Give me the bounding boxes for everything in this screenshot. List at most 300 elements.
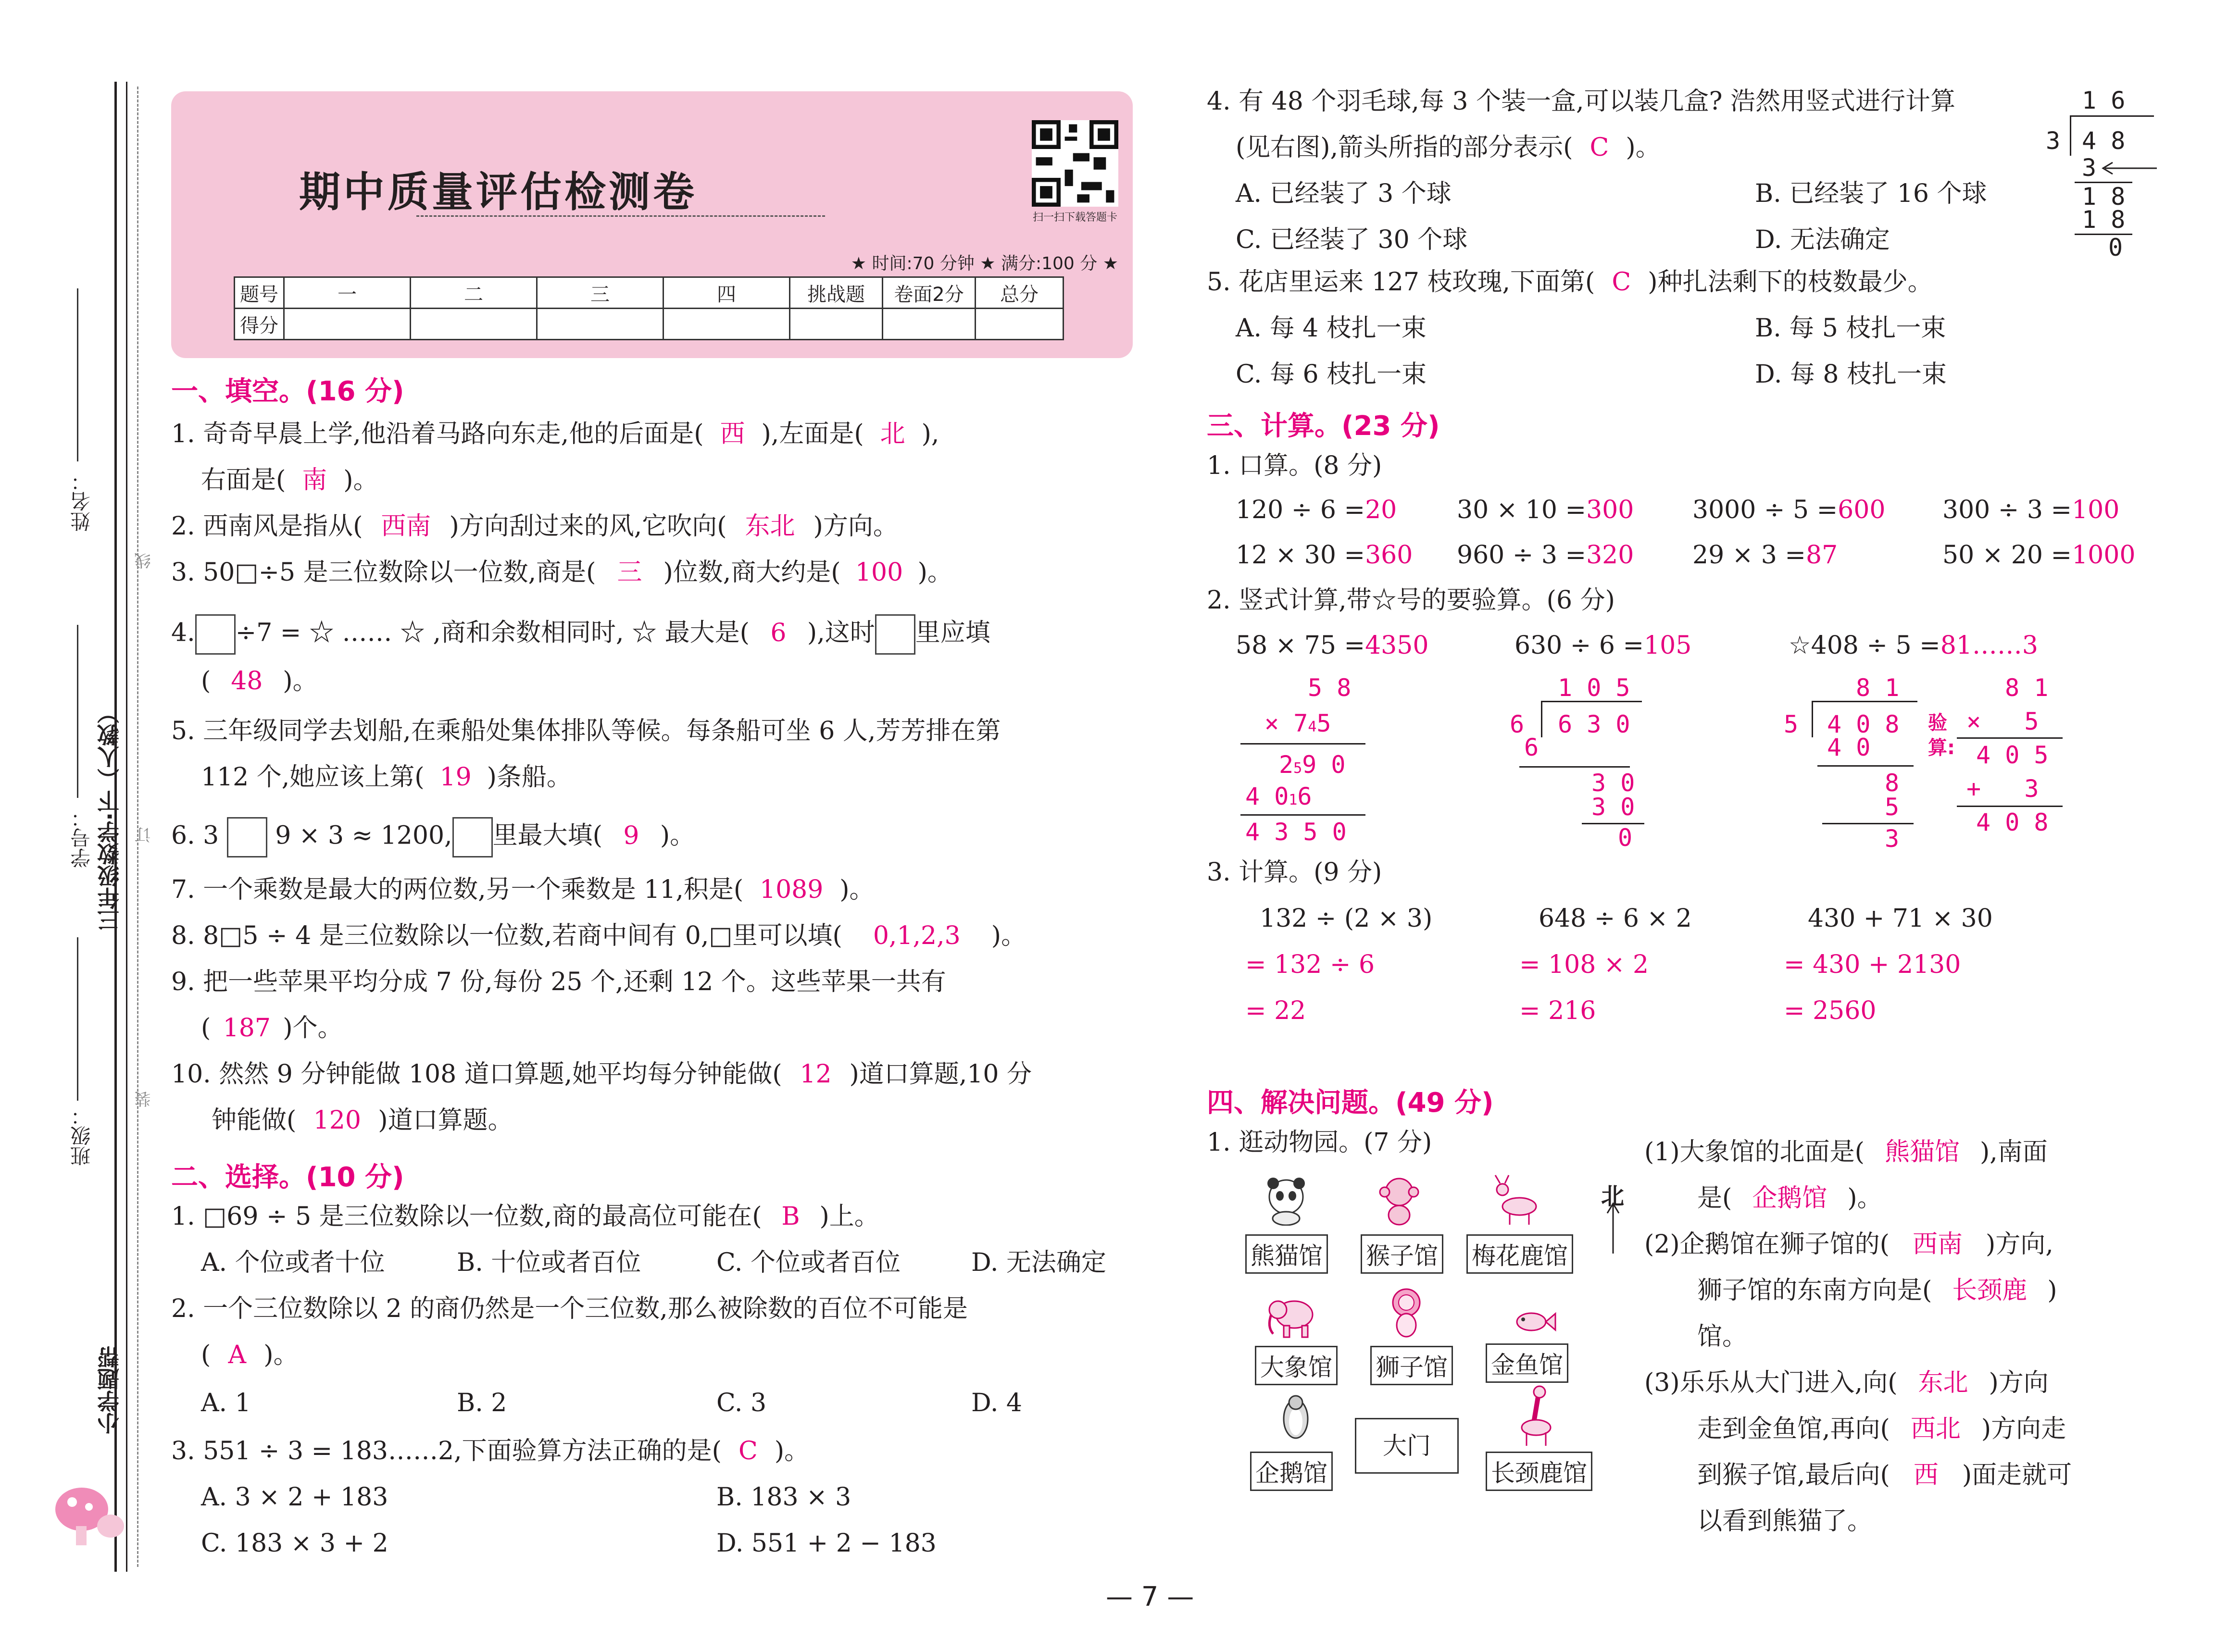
text: 4 0	[1245, 783, 1289, 810]
score-col: 挑战题	[790, 277, 883, 309]
text: 1. □69 ÷ 5 是三位数除以一位数,商的最高位可能在(	[171, 1202, 762, 1231]
text: )个。	[283, 1014, 343, 1043]
text: ),左面是(	[761, 420, 864, 448]
text: )。	[917, 558, 952, 587]
calc-3-step2: = 2560	[1784, 996, 1877, 1025]
text: (3)乐乐从大门进入,向(	[1644, 1368, 1898, 1397]
score-cell[interactable]	[883, 309, 976, 340]
text: 10. 然然 9 分钟能做 108 道口算题,她平均每分钟能做(	[171, 1060, 782, 1089]
s2-q5	[1207, 267, 1933, 297]
expr: 3000 ÷ 5 =	[1692, 496, 1838, 524]
answer: 48	[231, 667, 263, 696]
s2-q4-line2	[1236, 133, 1661, 162]
section-3-title: 三、计算。(23 分)	[1207, 410, 1440, 442]
s1-q5-line2	[201, 762, 572, 792]
division-bracket	[1812, 701, 1813, 737]
divisor: 6	[1510, 710, 1525, 738]
calc-2-step2: = 216	[1519, 996, 1596, 1025]
s2-q4-line1: 4. 有 48 个羽毛球,每 3 个装一盒,可以装几盒? 浩然用竖式进行计算	[1207, 87, 1955, 116]
text: )方向	[1989, 1368, 2049, 1397]
text: ),这时	[807, 618, 875, 647]
rule	[1817, 765, 1914, 767]
dividend: 6 3 0	[1558, 710, 1630, 738]
rule	[1957, 737, 2063, 739]
s3-sub1: 1. 口算。(8 分)	[1207, 451, 1382, 480]
s2-q2-line2	[201, 1340, 299, 1370]
s2-q1-opt-d: D. 无法确定	[971, 1248, 1106, 1277]
expr: 30 × 10 =	[1457, 496, 1587, 524]
rule	[2075, 234, 2132, 235]
rule	[1582, 823, 1644, 824]
s2-q2-opt-c: C. 3	[716, 1389, 767, 1417]
rule	[1240, 743, 1365, 745]
s2-q2-opt-a: A. 1	[201, 1389, 251, 1417]
expr: 300 ÷ 3 =	[1942, 496, 2072, 524]
calc-1-step2: = 22	[1245, 996, 1306, 1025]
text: )。	[263, 1341, 299, 1369]
text: × 7	[1264, 709, 1308, 737]
expr: 29 × 3 =	[1692, 541, 1806, 570]
s2-q4-opt-c: C. 已经装了 30 个球	[1236, 225, 1468, 254]
s1-q4-line2	[201, 666, 318, 696]
s4-p3-line4: 以看到熊猫了。	[1697, 1507, 1873, 1536]
m-line1: 5 8	[1308, 674, 1352, 702]
text: 钟能做(	[212, 1106, 297, 1135]
label-gate: 大门	[1355, 1418, 1459, 1474]
s3-sub3: 3. 计算。(9 分)	[1207, 858, 1382, 887]
chk-line2: × 5	[1966, 708, 2039, 735]
oral-calc	[1942, 495, 2119, 525]
step-3: 5	[1885, 793, 1900, 821]
text: (	[201, 667, 211, 696]
score-header-row	[235, 277, 1064, 309]
s2-q4-opt-a: A. 已经装了 3 个球	[1236, 179, 1452, 208]
division-bar	[1541, 701, 1642, 702]
step-3: 1 8	[2082, 206, 2126, 234]
score-col: 一	[284, 277, 411, 309]
elephant-icon	[1264, 1288, 1317, 1341]
cut-text: 订	[135, 827, 154, 843]
vertical-calc-1	[1236, 631, 1428, 660]
rule	[1957, 806, 2063, 807]
s4-p1-line1	[1644, 1137, 2048, 1167]
text: )面走就可	[1962, 1461, 2072, 1490]
text: (1)大象馆的北面是(	[1644, 1138, 1865, 1167]
answer: 600	[1838, 496, 1886, 524]
expr: 50 × 20 =	[1942, 541, 2072, 570]
check-label: 验算:	[1928, 712, 1955, 759]
text: )	[2047, 1276, 2057, 1305]
text: )。	[343, 466, 378, 495]
text: ÷7 = ☆ …… ☆ ,商和余数相同时, ☆ 最大是(	[235, 618, 750, 647]
brand-label: 小学题帮	[97, 1346, 123, 1434]
arrow-icon	[2100, 159, 2158, 178]
s4-p2-line1	[1644, 1230, 2053, 1259]
s2-q2-opt-b: B. 2	[457, 1389, 507, 1417]
vertical-calc-2	[1515, 631, 1691, 660]
score-col: 卷面2分	[883, 277, 976, 309]
text: (	[201, 1341, 211, 1369]
text: ),南面	[1979, 1138, 2048, 1167]
qr-caption: 扫一扫下载答题卡	[1032, 211, 1117, 224]
s2-q1-opt-a: A. 个位或者十位	[201, 1248, 385, 1277]
answer: 0,1,2,3	[873, 921, 961, 950]
answer: 20	[1365, 496, 1397, 524]
chk-line5: 4 0 8	[1976, 808, 2049, 836]
text: 走到金鱼馆,再向(	[1697, 1415, 1890, 1443]
blank-box	[875, 614, 915, 655]
text: 5. 花店里运来 127 枝玫瑰,下面第(	[1207, 268, 1595, 297]
text: 2	[1279, 751, 1294, 779]
division-bar	[2070, 115, 2154, 117]
text: 1. 奇奇早晨上学,他沿着马路向东走,他的后面是(	[171, 420, 704, 448]
expr: 120 ÷ 6 =	[1236, 496, 1365, 524]
s1-q2	[171, 511, 898, 541]
oral-calc	[1236, 540, 1413, 570]
answer: 12	[800, 1060, 832, 1089]
s4-p1-line2	[1697, 1183, 1882, 1213]
answer: C	[738, 1437, 758, 1466]
rule	[1519, 766, 1630, 768]
s1-q8	[171, 921, 1026, 951]
answer: 300	[1586, 496, 1634, 524]
s2-q2-line1: 2. 一个三位数除以 2 的商仍然是一个三位数,那么被除数的百位不可能是	[171, 1294, 968, 1323]
page-number: — 7 —	[1106, 1581, 1194, 1613]
calc-2-step1: = 108 × 2	[1519, 950, 1649, 979]
s1-q1-line1	[171, 419, 939, 449]
text: 9 × 3 ≈ 1200,	[275, 821, 452, 850]
calc-3-expr: 430 + 71 × 30	[1808, 904, 1993, 933]
s2-q3	[171, 1436, 809, 1466]
label-elephant: 大象馆	[1255, 1346, 1338, 1385]
s4-q1: 1. 逛动物园。(7 分)	[1207, 1128, 1432, 1157]
answer: 9	[623, 821, 639, 850]
score-cell[interactable]	[411, 309, 537, 340]
answer: C	[1590, 133, 1609, 162]
text: 5	[1316, 709, 1331, 737]
oral-calc	[1457, 540, 1634, 570]
s2-q3-opt-d: D. 551 + 2 − 183	[716, 1529, 937, 1558]
expr: 630 ÷ 6 =	[1515, 631, 1644, 660]
class-blank	[77, 937, 78, 1101]
s1-q9-line1: 9. 把一些苹果平均分成 7 份,每份 25 个,还剩 12 个。这些苹果一共有	[171, 968, 946, 996]
lion-icon	[1380, 1286, 1433, 1339]
name-blank	[77, 288, 78, 461]
exam-title: 期中质量评估检测卷	[299, 168, 697, 216]
answer: 熊猫馆	[1884, 1138, 1960, 1167]
score-cell[interactable]	[976, 309, 1064, 340]
calc-1-expr: 132 ÷ (2 × 3)	[1260, 904, 1433, 933]
score-cell[interactable]	[663, 309, 790, 340]
s4-p3-line3	[1697, 1460, 2072, 1490]
remainder: 3	[1885, 825, 1900, 853]
answer: 南	[302, 466, 327, 495]
s4-p3-line1	[1644, 1368, 2049, 1398]
vertical-calc-3	[1789, 631, 2038, 660]
s1-q6	[171, 817, 695, 857]
bind-text: 装	[135, 1091, 154, 1107]
text: 狮子馆的东南方向是(	[1697, 1276, 1932, 1305]
divisor: 5	[1784, 710, 1799, 738]
answer: 6	[770, 618, 787, 647]
text: 4.	[171, 618, 195, 647]
qr-code-icon	[1032, 120, 1118, 207]
answer: 西北	[1910, 1415, 1961, 1443]
s2-q3-opt-b: B. 183 × 3	[716, 1483, 851, 1512]
dividend: 4 0 8	[1827, 710, 1900, 738]
s1-q10-line1	[171, 1059, 1032, 1089]
penguin-icon	[1269, 1389, 1322, 1442]
remainder: 0	[1618, 824, 1633, 852]
text: )。	[1626, 133, 1661, 162]
carry: 1	[1289, 792, 1298, 808]
section-2-title: 二、选择。(10 分)	[171, 1162, 404, 1193]
text: 112 个,她应该上第(	[201, 763, 425, 792]
score-cell[interactable]	[537, 309, 663, 340]
s4-p3-line2	[1697, 1414, 2066, 1444]
expr: ☆408 ÷ 5 =	[1789, 631, 1940, 660]
text: 7. 一个乘数是最大的两位数,另一个乘数是 11,积是(	[171, 875, 744, 904]
text: 3. 50□÷5 是三位数除以一位数,商是(	[171, 558, 596, 587]
exam-header	[171, 91, 1133, 358]
label-panda: 熊猫馆	[1245, 1234, 1328, 1274]
label-goldfish: 金鱼馆	[1486, 1343, 1568, 1383]
answer: 187	[223, 1014, 271, 1043]
calc-1-step1: = 132 ÷ 6	[1245, 950, 1375, 979]
answer: 105	[1644, 631, 1692, 660]
label-penguin: 企鹅馆	[1250, 1452, 1333, 1491]
quotient: 1 0 5	[1558, 674, 1630, 702]
text: )。	[839, 875, 875, 904]
label-deer: 梅花鹿馆	[1466, 1234, 1573, 1274]
text: 6. 3	[171, 821, 219, 850]
name-label: 姓名：	[70, 471, 93, 532]
score-row-label: 得分	[235, 309, 284, 340]
north-label: 北	[1601, 1183, 1625, 1210]
text: )方向。	[813, 512, 898, 541]
answer: 100	[855, 558, 903, 587]
section-1-title: 一、填空。(16 分)	[171, 376, 404, 407]
text: )。	[774, 1437, 810, 1466]
score-col: 四	[663, 277, 790, 309]
quotient: 8 1	[1856, 674, 1900, 702]
s1-q5-line1: 5. 三年级同学去划船,在乘船处集体排队等候。每条船可坐 6 人,芳芳排在第	[171, 717, 1001, 745]
deer-icon	[1490, 1173, 1543, 1226]
blank-box	[195, 614, 236, 655]
chk-line3: 4 0 5	[1976, 741, 2049, 769]
rule	[1822, 823, 1914, 824]
text: (见右图),箭头所指的部分表示(	[1236, 133, 1573, 162]
s1-q7	[171, 875, 874, 905]
s1-q10-line2	[212, 1105, 513, 1135]
book-label: 三年级数学·下（人教）	[97, 702, 123, 932]
answer: 4350	[1365, 631, 1429, 660]
step-2: 1 8	[2082, 183, 2126, 211]
exam-meta: ★ 时间:70 分钟 ★ 满分:100 分 ★	[851, 254, 1118, 273]
answer: B	[781, 1202, 800, 1231]
section-4-title: 四、解决问题。(49 分)	[1207, 1087, 1494, 1118]
answer: 100	[2072, 496, 2120, 524]
text: )。	[1847, 1184, 1882, 1213]
chk-line4: + 3	[1966, 775, 2039, 803]
rule	[1240, 814, 1365, 816]
step-1: 6	[1524, 733, 1539, 761]
text: )方向走	[1981, 1415, 2066, 1443]
answer: 西南	[1912, 1230, 1963, 1259]
score-col: 总分	[976, 277, 1064, 309]
step-2: 3 0	[1591, 769, 1635, 797]
s2-q4-opt-d: D. 无法确定	[1755, 225, 1890, 254]
s2-q3-opt-c: C. 183 × 3 + 2	[201, 1529, 388, 1558]
expr: 12 × 30 =	[1236, 541, 1365, 570]
class-label: 班级：	[70, 1105, 93, 1166]
score-table	[234, 276, 1064, 340]
division-bracket	[2070, 115, 2071, 156]
oral-calc	[1692, 540, 1838, 570]
monkey-icon	[1373, 1173, 1426, 1226]
goldfish-icon	[1505, 1295, 1558, 1348]
text: )。	[283, 667, 318, 696]
division-bar	[1812, 701, 1917, 702]
text: )上。	[819, 1202, 879, 1231]
step-3: 3 0	[1591, 793, 1635, 821]
answer: C	[1612, 268, 1631, 297]
s1-q3	[171, 558, 952, 587]
text: 到猴子馆,最后向(	[1697, 1461, 1890, 1490]
text: )方向,	[1985, 1230, 2053, 1259]
division-bracket	[1541, 701, 1542, 737]
s2-q1-opt-b: B. 十位或者百位	[457, 1248, 641, 1277]
s2-q5-opt-a: A. 每 4 枝扎一束	[1236, 314, 1427, 343]
text: )种扎法剩下的枝数最少。	[1648, 268, 1933, 297]
text: 3. 551 ÷ 3 = 183……2,下面验算方法正确的是(	[171, 1437, 722, 1466]
s2-q1-opt-c: C. 个位或者百位	[716, 1248, 901, 1277]
text: )方向刮过来的风,它吹向(	[449, 512, 727, 541]
answer: 东北	[745, 512, 795, 541]
dividend: 4 8	[2082, 127, 2126, 155]
carry: 4	[1308, 719, 1317, 735]
oral-calc	[1692, 495, 1885, 525]
text: 9 0	[1302, 751, 1346, 779]
answer: 西南	[381, 512, 431, 541]
answer: 西	[1913, 1461, 1939, 1490]
chk-line1: 8 1	[2005, 674, 2049, 702]
s4-p2-line3: 馆。	[1697, 1322, 1748, 1351]
answer: 长颈鹿	[1952, 1276, 2028, 1305]
score-col: 二	[411, 277, 537, 309]
step-1: 3	[2082, 154, 2097, 182]
score-col: 三	[537, 277, 663, 309]
s3-sub2: 2. 竖式计算,带☆号的要验算。(6 分)	[1207, 586, 1615, 615]
score-cell[interactable]	[284, 309, 411, 340]
student-id-label: 学号：	[70, 807, 93, 868]
answer: 360	[1365, 541, 1413, 570]
answer: 三	[617, 558, 642, 587]
score-col: 题号	[235, 277, 284, 309]
blank-box	[452, 817, 493, 857]
s2-q2-opt-d: D. 4	[971, 1389, 1022, 1417]
step-1: 4 0	[1827, 733, 1871, 761]
text: )。	[660, 821, 695, 850]
s4-p2-line2	[1697, 1276, 2057, 1305]
score-row	[235, 309, 1064, 340]
student-id-blank	[77, 625, 78, 798]
north-arrow-icon	[1603, 1202, 1623, 1255]
m-line3	[1279, 750, 1345, 783]
s2-q5-opt-d: D. 每 8 枝扎一束	[1755, 360, 1947, 389]
text: 是(	[1697, 1184, 1732, 1213]
text: 里应填	[915, 618, 990, 647]
s1-q4-line1	[171, 614, 990, 655]
text: )条船。	[487, 763, 572, 792]
oral-calc	[1457, 495, 1634, 525]
text: )道口算题,10 分	[849, 1060, 1032, 1089]
answer: 120	[313, 1106, 361, 1135]
answer: 1000	[2072, 541, 2136, 570]
s2-q4-opt-b: B. 已经装了 16 个球	[1755, 179, 1987, 208]
carry: 5	[1293, 760, 1302, 777]
line-text: 线	[135, 553, 154, 569]
text: (	[201, 1014, 211, 1043]
text: )位数,商大约是(	[663, 558, 841, 587]
label-lion: 狮子馆	[1370, 1346, 1453, 1385]
oral-calc	[1942, 540, 2135, 570]
divisor: 3	[2046, 127, 2061, 155]
text: 6	[1297, 783, 1312, 810]
s1-q9-line2	[201, 1013, 343, 1043]
answer: 东北	[1918, 1368, 1968, 1397]
binding-rule-thin	[126, 82, 127, 1572]
text: 2. 西南风是指从(	[171, 512, 363, 541]
s1-q1-line2	[201, 465, 378, 495]
title-underline	[416, 215, 825, 217]
expr: 58 × 75 =	[1236, 631, 1365, 660]
answer: 西	[720, 420, 745, 448]
panda-icon	[1260, 1173, 1313, 1226]
text: ),	[921, 420, 939, 448]
text: )。	[991, 921, 1026, 950]
answer: 企鹅馆	[1752, 1184, 1827, 1213]
blank-box	[227, 817, 267, 857]
answer: 北	[880, 420, 905, 448]
answer: A	[228, 1341, 247, 1369]
text: )道口算题。	[378, 1106, 513, 1135]
label-monkey: 猴子馆	[1361, 1234, 1443, 1274]
expr: 960 ÷ 3 =	[1457, 541, 1587, 570]
oral-calc	[1236, 495, 1397, 525]
m-line4	[1245, 782, 1312, 815]
text: 右面是(	[201, 466, 286, 495]
m-result: 4 3 5 0	[1245, 818, 1347, 846]
label-giraffe: 长颈鹿馆	[1486, 1452, 1592, 1491]
score-cell[interactable]	[790, 309, 883, 340]
answer: 87	[1805, 541, 1838, 570]
text: (2)企鹅馆在狮子馆的(	[1644, 1230, 1890, 1259]
giraffe-icon	[1510, 1384, 1563, 1447]
answer: 81……3	[1940, 631, 2038, 660]
text: 8. 8□5 ÷ 4 是三位数除以一位数,若商中间有 0,□里可以填(	[171, 921, 842, 950]
calc-3-step1: = 430 + 2130	[1784, 950, 1961, 979]
s2-q3-opt-a: A. 3 × 2 + 183	[201, 1483, 388, 1512]
s2-q1	[171, 1202, 879, 1231]
quotient: 1 6	[2082, 87, 2126, 114]
answer: 320	[1586, 541, 1634, 570]
s2-q5-opt-c: C. 每 6 枝扎一束	[1236, 360, 1427, 389]
answer: 1089	[760, 875, 824, 904]
calc-2-expr: 648 ÷ 6 × 2	[1539, 904, 1692, 933]
answer: 19	[439, 763, 472, 792]
m-line2	[1264, 708, 1331, 742]
